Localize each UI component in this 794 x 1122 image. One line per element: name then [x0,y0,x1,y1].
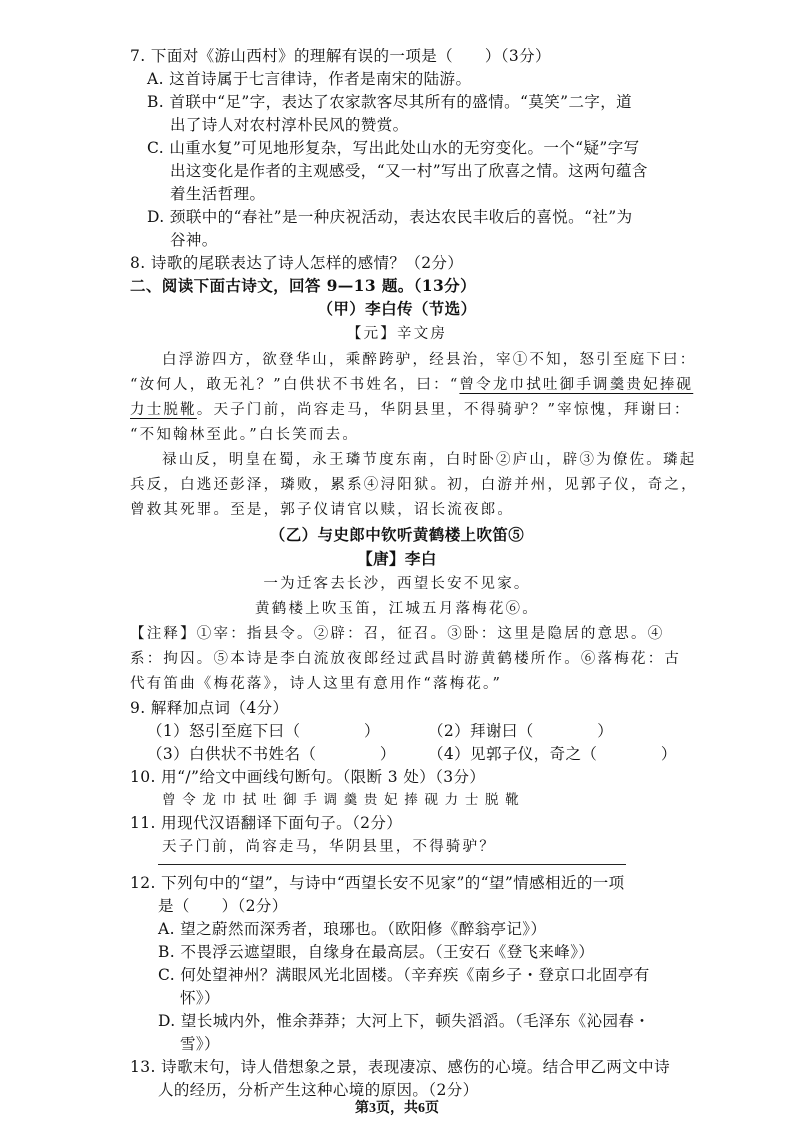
poem-line-1: 一为迁客去长沙，西望长安不见家。 [263,576,531,592]
notes-line1: 【注释】①宰：指县令。②辟：召，征召。③卧：这里是隐居的意思。④ [130,626,665,642]
q12-option-a: A. 望之蔚然而深秀者，琅琊也。（欧阳修《醉翁亭记》） [158,920,547,938]
q11-stem: 11. 用现代汉语翻译下面句子。（2分） [130,814,403,832]
underlined-sentence-part2: 力士脱靴 [130,402,197,418]
passage-jia-p1-line2-text: “汝何人，敢无礼？”白供状不书姓名，曰：“ [130,377,460,393]
underlined-sentence-part1: 曾令龙巾拭吐御手调羹贵妃捧砚 [459,377,694,393]
q7-option-a: A. 这首诗属于七言律诗，作者是南宋的陆游。 [147,70,472,88]
passage-jia-p2-line1: 禄山反，明皇在蜀，永王璘节度东南，白时卧②庐山，辟③为僚佐。璘起 [162,452,697,468]
q12-option-d-line2: 雪》） [180,1035,220,1053]
passage-jia-p1-line2 [130,374,693,396]
notes-line2: 系：拘囚。⑤本诗是李白流放夜郎经过武昌时游黄鹤楼所作。⑥落梅花：古 [130,651,682,667]
q8-stem: 8. 诗歌的尾联表达了诗人怎样的感情？（2分） [130,254,464,272]
q7-option-c-line3: 着生活哲理。 [170,185,266,203]
q7-option-c-line1: C. 山重水复”可见地形复杂，写出此处山水的无穷变化。一个“疑”字写 [147,139,640,157]
passage-jia-p2-line3: 曾救其死罪。至是，郭子仪请官以赎，诏长流夜郎。 [130,502,515,518]
q11-answer-line [158,864,626,865]
passage-yi-title: （乙）与史郎中钦听黄鹤楼上吹笛⑤ [269,525,525,544]
q13-line1: 13. 诗歌末句，诗人借想象之景，表现凄凉、感伤的心境。结合甲乙两文中诗 [130,1058,670,1076]
q7-option-d-line1: D. 颈联中的“春社”是一种庆祝活动，表达农民丰收后的喜悦。“社”为 [147,208,633,226]
q12-stem-line1: 12. 下列句中的“望”，与诗中“西望长安不见家”的“望”情感相近的一项 [130,874,625,892]
passage-jia-p1-line3-text: 。天子门前，尚容走马，华阴县里，不得骑驴？”宰惊愧，拜谢曰： [196,402,691,418]
passage-yi-author: 【唐】李白 [357,549,437,568]
q12-option-d-line1: D. 望长城内外，惟余莽莽；大河上下，顿失滔滔。（毛泽东《沁园春・ [158,1012,651,1030]
passage-jia-author: 【元】辛文房 [346,326,448,342]
q10-stem: 10. 用“/”给文中画线句断句。（限断 3 处）（3分） [130,768,486,786]
q9-item1: （1）怒引至庭下曰（ ） [147,722,380,740]
q9-item2: （2）拜谢曰（ ） [428,722,614,740]
passage-jia-p2-line2: 兵反，白逃还彭泽，璘败，累系④浔阳狱。初，白游并州，见郭子仪，奇之， [130,477,698,493]
passage-jia-p1-line3 [130,399,691,421]
q10-sentence: 曾 令 龙 巾 拭 吐 御 手 调 羹 贵 妃 捧 砚 力 士 脱 靴 [162,792,520,808]
q12-option-c-line2: 怀》） [180,989,220,1007]
q9-item4: （4）见郭子仪，奇之（ ） [428,745,677,763]
q7-stem: 7. 下面对《游山西村》的理解有误的一项是（ ）（3分） [130,47,551,65]
notes-line3: 代有笛曲《梅花落》，诗人这里有意用作“落梅花。” [130,676,503,692]
q13-line2: 人的经历，分析产生这种心境的原因。（2分） [158,1081,479,1099]
q12-stem-line2: 是（ ）（2分） [158,897,288,915]
q7-option-c-line2: 出这变化是作者的主观感受，“又一村”写出了欣喜之情。这两句蕴含 [170,162,648,180]
q9-stem: 9. 解释加点词（4分） [130,699,289,717]
page-footer: 第3页，共6页 [355,1101,439,1116]
section-2-heading: 二、阅读下面古诗文，回答 9—13 题。（13分） [130,276,476,295]
q12-option-b: B. 不畏浮云遮望眼，自缘身在最高层。（王安石《登飞来峰》） [158,943,595,961]
q12-option-c-line1: C. 何处望神州？满眼风光北固楼。（辛弃疾《南乡子・登京口北固亭有 [158,966,650,984]
q7-option-d-line2: 谷神。 [170,231,218,249]
q9-item3: （3）白供状不书姓名（ ） [147,745,396,763]
q7-option-b-line2: 出了诗人对农村淳朴民风的赞赏。 [170,116,409,134]
q11-sentence: 天子门前，尚容走马，华阴县里，不得骑驴？ [162,839,496,855]
passage-jia-title: （甲）李白传（节选） [317,299,477,318]
q7-option-b-line1: B. 首联中“足”字，表达了农家款客尽其所有的盛情。“莫笑”二字，道 [147,93,633,111]
poem-line-2: 黄鹤楼上吹玉笛，江城五月落梅花⑥。 [255,601,539,617]
passage-jia-p1-line1: 白浮游四方，欲登华山，乘醉跨驴，经县治，宰①不知，怒引至庭下曰： [162,352,697,368]
passage-jia-p1-line4: “不知翰林至此。”白长笑而去。 [130,427,360,443]
